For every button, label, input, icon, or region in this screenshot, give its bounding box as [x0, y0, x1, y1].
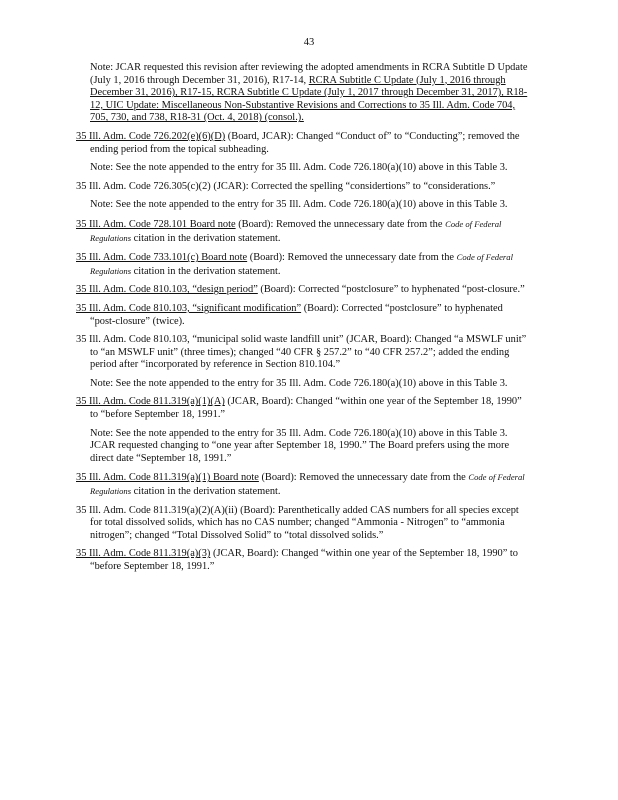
entry-text: Note: See the note appended to the entry for 35 Ill. Adm. Code 726.180(a)(10) above in this Table 3.: [90, 162, 508, 174]
amendment-entry: [76, 548, 528, 573]
entry-text: (Board, JCAR): Changed “Conduct of” to “Conducting”; removed the ending period from the topical subheading.: [90, 130, 520, 155]
entry-text: (JCAR, Board): Changed “within one year of the September 18, 1990” to “before September 18, 1991.”: [90, 396, 522, 421]
citation-underlined: 35 Ill. Adm. Code 810.103, “design period”: [76, 284, 258, 296]
citation-underlined: 35 Ill. Adm. Code 811.319(a)(1) Board note: [76, 472, 259, 484]
amendment-entry: [76, 396, 528, 421]
amendment-entry: [76, 505, 528, 543]
amendment-entry: [76, 284, 528, 297]
cfr-title: Code of Federal Regulations: [90, 252, 513, 276]
entry-text: citation in the derivation statement.: [131, 265, 281, 277]
entry-text: 35 Ill. Adm. Code 726.305(c)(2) (JCAR): Corrected the spelling “considertions” to “considerations.”: [76, 180, 496, 192]
entry-text: Note: See the note appended to the entry for 35 Ill. Adm. Code 726.180(a)(10) above in this Table 3. JCAR requested changing to “one year after September 18, 1990.” The Board prefers using the more direct date “September 18, 1991.”: [90, 427, 510, 464]
entry-text: (Board): Corrected “postclosure” to hyphenated “post-closure.”: [257, 284, 525, 296]
entry-text: 35 Ill. Adm. Code 811.319(a)(2)(A)(ii) (Board): Parenthetically added CAS numbers for all species except for total dissolved solids, which has no CAS number; changed “Ammonia - Nitrogen” to “ammonia nitrogen”; changed “Total Dissolved Solid” to “total dissolved solids.”: [76, 504, 519, 541]
note-paragraph: [76, 378, 528, 391]
note-paragraph: [76, 199, 528, 212]
citation-underlined: 35 Ill. Adm. Code 810.103, “significant modification”: [76, 302, 302, 314]
note-paragraph: [76, 62, 528, 125]
cfr-title: Code of Federal Regulations: [90, 218, 502, 243]
entry-text: citation in the derivation statement.: [131, 486, 281, 498]
citation-underlined: 35 Ill. Adm. Code 811.319(a)(1)(A): [76, 396, 225, 408]
note-paragraph: [76, 428, 528, 466]
page-number: 43: [303, 37, 315, 48]
note-paragraph: [76, 162, 528, 175]
citation-underlined: 35 Ill. Adm. Code 733.101(c) Board note: [76, 252, 248, 264]
citation-underlined: 35 Ill. Adm. Code 811.319(a)(3): [76, 548, 211, 560]
amendment-entry: [76, 218, 528, 245]
entry-text: (Board): Removed the unnecessary date from the: [235, 218, 446, 230]
cfr-title: Code of Federal Regulations: [90, 472, 525, 497]
citation-underlined: RCRA Subtitle C Update (July 1, 2016 through December 31, 2016), R17-15, RCRA Subtitle C Update (July 1, 2017 through December 31, 2017), R18-12, UIC Update: Miscellaneous Non-Substantive Revisions and Corrections to 35 Ill. Adm. Code 704, 705, 730, and 738, R18-31 (Oct. 4, 2018) (consol.).: [90, 74, 528, 124]
amendment-entry: [76, 334, 528, 372]
entry-text: Note: See the note appended to the entry for 35 Ill. Adm. Code 726.180(a)(10) above in this Table 3.: [90, 377, 508, 389]
amendment-list: [76, 62, 528, 580]
entry-text: (JCAR, Board): Changed “within one year of the September 18, 1990” to “before September 18, 1991.”: [90, 548, 518, 572]
amendment-entry: [76, 181, 528, 194]
entry-text: Note: JCAR requested this revision after reviewing the adopted amendments in RCRA Subtitle D Update (July 1, 2016 through December 31, 2016), R17-14,: [90, 62, 528, 86]
citation-underlined: 35 Ill. Adm. Code 726.202(e)(6)(D): [76, 130, 226, 142]
amendment-entry: [76, 251, 528, 278]
amendment-entry: [76, 131, 528, 156]
entry-text: 35 Ill. Adm. Code 810.103, “municipal solid waste landfill unit” (JCAR, Board): Changed “a MSWLF unit” to “an MSWLF unit” (three times); changed “40 CFR § 257.2” to “40 CFR 257.2”; added the ending period after “incorporated by reference in Section 810.104.”: [76, 334, 527, 371]
citation-underlined: 35 Ill. Adm. Code 728.101 Board note: [76, 218, 236, 230]
amendment-entry: [76, 471, 528, 498]
entry-text: Note: See the note appended to the entry for 35 Ill. Adm. Code 726.180(a)(10) above in this Table 3.: [90, 199, 508, 211]
entry-text: citation in the derivation statement.: [131, 232, 281, 244]
entry-text: (Board): Removed the unnecessary date from the: [258, 472, 469, 484]
amendment-entry: [76, 303, 528, 328]
entry-text: (Board): Removed the unnecessary date from the: [247, 252, 457, 264]
entry-text: (Board): Corrected “postclosure” to hyphenated “post-closure” (twice).: [90, 302, 503, 327]
